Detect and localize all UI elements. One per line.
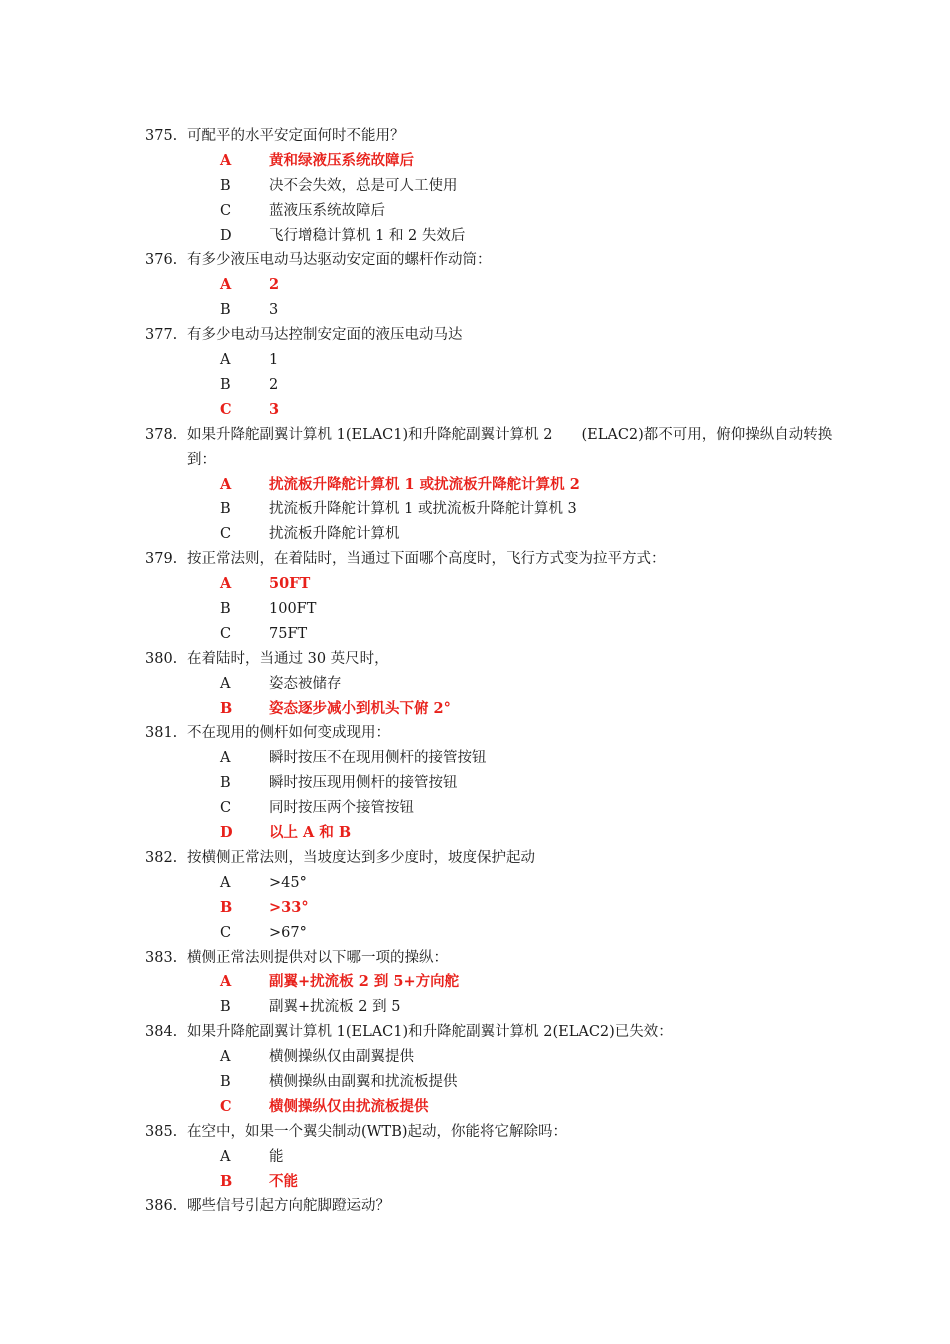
question-number: 376.	[145, 252, 178, 269]
answer-option-correct	[145, 970, 835, 995]
option-text: 飞行增稳计算机 1 和 2 失效后	[269, 227, 466, 244]
answer-option	[145, 348, 835, 373]
question-9	[145, 1020, 835, 1045]
option-text: 瞬时按压不在现用侧杆的接管按钮	[269, 750, 487, 767]
question-number: 375.	[145, 128, 178, 144]
question-0	[145, 124, 835, 149]
option-letter: C	[220, 1097, 232, 1115]
option-text: 75FT	[269, 625, 308, 642]
answer-option	[145, 921, 835, 946]
option-letter: A	[220, 1049, 231, 1066]
answer-option	[145, 622, 835, 647]
question-text: 有多少电动马达控制安定面的液压电动马达	[187, 327, 463, 344]
option-text: 1	[269, 352, 279, 369]
option-text: 扰流板升降舵计算机	[269, 526, 400, 543]
answer-option	[145, 522, 835, 547]
question-7	[145, 846, 835, 871]
option-text: 不能	[269, 1172, 298, 1190]
option-letter: B	[220, 1172, 233, 1190]
option-text: 以上 A 和 B	[269, 824, 352, 842]
answer-option-correct	[145, 149, 835, 174]
question-number: 379.	[145, 551, 178, 568]
option-text: >45°	[269, 874, 307, 891]
option-letter: C	[220, 625, 232, 642]
question-10	[145, 1120, 835, 1145]
option-text: 姿态逐步减小到机头下俯 2°	[269, 699, 451, 717]
option-text: 姿态被储存	[269, 675, 342, 692]
question-number: 378.	[145, 426, 178, 443]
answer-option-correct	[145, 821, 835, 846]
option-letter: B	[220, 302, 231, 319]
option-text: 能	[269, 1148, 284, 1165]
option-text: 瞬时按压现用侧杆的接管按钮	[269, 775, 458, 792]
answer-option	[145, 1145, 835, 1170]
answer-option-correct	[145, 273, 835, 298]
option-letter: A	[220, 675, 231, 692]
answer-option-correct	[145, 572, 835, 597]
option-letter: C	[220, 924, 232, 941]
question-text: 按横侧正常法则，当坡度达到多少度时，坡度保护起动	[187, 849, 535, 866]
answer-option-correct	[145, 1095, 835, 1120]
option-letter: B	[220, 376, 231, 393]
option-text: 扰流板升降舵计算机 1 或扰流板升降舵计算机 3	[269, 501, 577, 518]
option-text: >33°	[269, 898, 309, 916]
question-text: 如果升降舵副翼计算机 1(ELAC1)和升降舵副翼计算机 2 (ELAC2)都不可用，俯仰操纵自动转换到：	[187, 426, 833, 468]
question-number: 385.	[145, 1123, 178, 1140]
option-letter: A	[220, 1148, 231, 1165]
option-letter: B	[220, 775, 231, 792]
option-letter: A	[220, 750, 231, 767]
answer-option	[145, 1045, 835, 1070]
question-1	[145, 248, 835, 273]
option-letter: B	[220, 1074, 231, 1091]
answer-option	[145, 199, 835, 224]
option-letter: C	[220, 400, 232, 418]
option-text: 蓝液压系统故障后	[269, 202, 385, 219]
question-text: 在着陆时，当通过 30 英尺时，	[187, 650, 389, 667]
option-text: >67°	[269, 924, 307, 941]
option-letter: B	[220, 501, 231, 518]
option-letter: A	[220, 874, 231, 891]
option-letter: A	[220, 352, 231, 369]
question-8	[145, 946, 835, 971]
question-number: 377.	[145, 327, 178, 344]
option-letter: B	[220, 601, 231, 618]
option-letter: A	[220, 575, 232, 593]
question-5	[145, 647, 835, 672]
option-letter: B	[220, 177, 231, 194]
option-text: 50FT	[269, 575, 311, 593]
question-text: 有多少液压电动马达驱动安定面的螺杆作动筒：	[187, 252, 492, 269]
answer-option	[145, 298, 835, 323]
question-number: 383.	[145, 949, 178, 966]
option-text: 扰流板升降舵计算机 1 或扰流板升降舵计算机 2	[269, 475, 580, 493]
question-2	[145, 323, 835, 348]
answer-option	[145, 174, 835, 199]
question-text: 不在现用的侧杆如何变成现用：	[187, 725, 390, 742]
answer-option-correct	[145, 1170, 835, 1195]
option-letter: D	[220, 227, 232, 244]
option-text: 横侧操纵仅由扰流板提供	[269, 1097, 429, 1115]
question-number: 380.	[145, 650, 178, 667]
question-list	[145, 124, 835, 1219]
option-text: 同时按压两个接管按钮	[269, 800, 414, 817]
question-number: 384.	[145, 1024, 178, 1041]
answer-option	[145, 224, 835, 249]
question-text: 哪些信号引起方向舵脚蹬运动？	[187, 1198, 390, 1215]
question-number: 386.	[145, 1198, 178, 1215]
answer-option-correct	[145, 473, 835, 498]
option-text: 决不会失效，总是可人工使用	[269, 177, 458, 194]
option-text: 3	[269, 302, 279, 319]
option-letter: A	[220, 973, 232, 991]
answer-option	[145, 796, 835, 821]
answer-option	[145, 871, 835, 896]
question-text: 横侧正常法则提供对以下哪一项的操纵：	[187, 949, 448, 966]
answer-option-correct	[145, 398, 835, 423]
option-text: 2	[269, 276, 280, 294]
answer-option	[145, 597, 835, 622]
answer-option	[145, 995, 835, 1020]
option-text: 横侧操纵仅由副翼提供	[269, 1049, 414, 1066]
question-text: 按正常法则，在着陆时，当通过下面哪个高度时，飞行方式变为拉平方式：	[187, 551, 666, 568]
question-3	[145, 423, 835, 473]
answer-option-correct	[145, 896, 835, 921]
option-letter: C	[220, 800, 232, 817]
option-letter: A	[220, 151, 232, 169]
option-letter: B	[220, 898, 233, 916]
question-text: 可配平的水平安定面何时不能用？	[187, 128, 405, 144]
option-letter: C	[220, 202, 232, 219]
option-text: 副翼+扰流板 2 到 5	[269, 999, 401, 1016]
question-11	[145, 1194, 835, 1219]
answer-option	[145, 373, 835, 398]
option-letter: A	[220, 276, 232, 294]
option-letter: A	[220, 475, 232, 493]
answer-option	[145, 771, 835, 796]
answer-option	[145, 497, 835, 522]
option-text: 2	[269, 376, 279, 393]
answer-option	[145, 672, 835, 697]
option-letter: C	[220, 526, 232, 543]
answer-option-correct	[145, 697, 835, 722]
question-4	[145, 547, 835, 572]
option-letter: B	[220, 699, 233, 717]
question-text: 在空中，如果一个翼尖制动(WTB)起动，你能将它解除吗：	[187, 1123, 568, 1140]
question-number: 382.	[145, 849, 178, 866]
option-letter: D	[220, 824, 233, 842]
option-letter: B	[220, 999, 231, 1016]
question-number: 381.	[145, 725, 178, 742]
option-text: 3	[269, 400, 280, 418]
answer-option	[145, 1070, 835, 1095]
option-text: 黄和绿液压系统故障后	[269, 151, 414, 169]
option-text: 100FT	[269, 601, 317, 618]
option-text: 副翼+扰流板 2 到 5+方向舵	[269, 973, 460, 991]
option-text: 横侧操纵由副翼和扰流板提供	[269, 1074, 458, 1091]
question-6	[145, 721, 835, 746]
answer-option	[145, 746, 835, 771]
question-text: 如果升降舵副翼计算机 1(ELAC1)和升降舵副翼计算机 2(ELAC2)已失效：	[187, 1024, 673, 1041]
